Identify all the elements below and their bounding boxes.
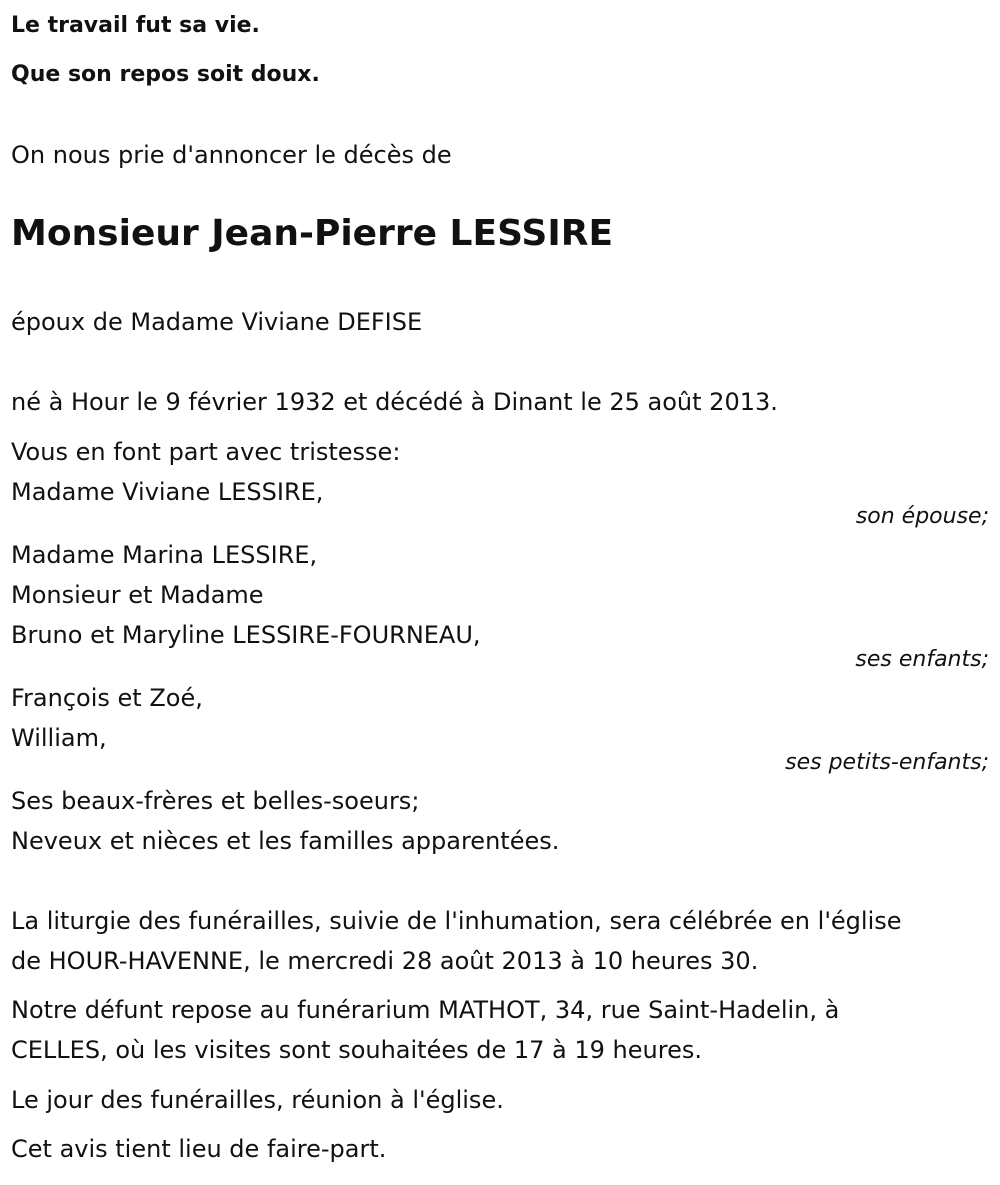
- liturgy-line-2: de HOUR-HAVENNE, le mercredi 28 août 2013 à 10 heures 30.: [11, 947, 759, 975]
- rest-line-2: CELLES, où les visites sont souhaitées de 17 à 19 heures.: [11, 1036, 702, 1064]
- other-family-2: Neveux et nièces et les familles apparentées.: [11, 827, 560, 855]
- grandchildren-role: ses petits-enfants;: [785, 750, 989, 775]
- grandchild-name-1: François et Zoé,: [11, 684, 203, 712]
- rest-line-1: Notre défunt repose au funérarium MATHOT, 34, rue Saint-Hadelin, à: [11, 996, 840, 1024]
- child-name-2: Monsieur et Madame: [11, 581, 264, 609]
- grandchild-name-2: William,: [11, 724, 107, 752]
- birth-death-line: né à Hour le 9 février 1932 et décédé à Dinant le 25 août 2013.: [11, 388, 778, 416]
- other-family-1: Ses beaux-frères et belles-soeurs;: [11, 787, 420, 815]
- spouse-name: Madame Viviane LESSIRE,: [11, 478, 324, 506]
- child-name-3: Bruno et Maryline LESSIRE-FOURNEAU,: [11, 621, 481, 649]
- deceased-name: Monsieur Jean-Pierre LESSIRE: [11, 213, 614, 254]
- notice-line: Cet avis tient lieu de faire-part.: [11, 1135, 387, 1163]
- announcement-text: On nous prie d'annoncer le décès de: [11, 141, 452, 169]
- meeting-line: Le jour des funérailles, réunion à l'église.: [11, 1086, 504, 1114]
- child-name-1: Madame Marina LESSIRE,: [11, 541, 318, 569]
- motto-line-1: Le travail fut sa vie.: [11, 13, 260, 38]
- children-role: ses enfants;: [855, 647, 989, 672]
- spouse-line: époux de Madame Viviane DEFISE: [11, 308, 423, 336]
- motto-line-2: Que son repos soit doux.: [11, 62, 320, 87]
- family-intro: Vous en font part avec tristesse:: [11, 438, 401, 466]
- liturgy-line-1: La liturgie des funérailles, suivie de l'inhumation, sera célébrée en l'église: [11, 907, 902, 935]
- spouse-role: son épouse;: [855, 504, 989, 529]
